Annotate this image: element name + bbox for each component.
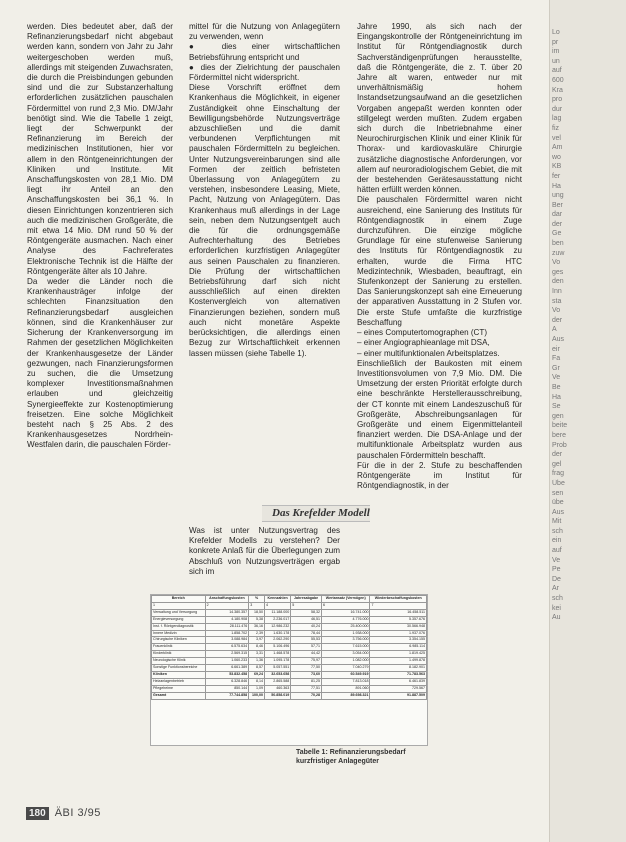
data-table-container [150,594,428,746]
table-cell: 5.106.496 [265,644,291,651]
table-cell: 3,31 [249,651,265,658]
table-row-label: Heizanlagenbetrieb [152,678,206,685]
table-cell: 1.858.702 [205,630,249,637]
table-cell: 1.938.000 [321,630,370,637]
section-heading-text: Das Krefelder Modell [272,507,370,519]
paragraph: Diese Vorschrift eröffnet dem Krankenhaus die Möglichkeit, in eigener Zuständigkeit ohne Einschaltung der Bewilligungsbehörde Nutzungsverträge abzuschließen und die damit verbundenen Verpflichtungen mit pauschalen Fördermitteln zu begleichen. Unter Nutzungsvereinbarungen sind alle Formen der zeitlich befristeten Überlassung von Anlagegütern zu verstehen, insbesondere Leasing, Miete, Pacht, Nutzung von Anlagegütern. Das Krankenhaus muß allerdings in der Lage sein, neben dem Nutzungsentgelt auch die für die ordnungsgemäße Aufrechterhaltung des Betriebes erforderlichen kurzfristigen Anlagegüter aus seinen Pauschalen zu finanzieren. Die Prüfung der wirtschaftlichen Betriebsführung darf sich nicht ausschließlich auf einen direkten Kostenvergleich von alternativen Finanzierungen beziehen, sondern muß auch nicht monetäre Aspekte berücksichtigen, die allerdings einen Bezug zur Wirtschaftlichkeit erkennen lassen müssen (siehe Tabelle 1). [189,83,340,358]
table-index-row [152,602,427,609]
table-index-cell: 6 [321,602,370,609]
table-row-label: Sonstige Funktionsbereiche [152,665,206,672]
table-cell: 8,57 [249,665,265,672]
margin-fragment: KB [552,163,562,171]
table-cell: 60.549.919 [321,671,370,678]
table-row [152,630,427,637]
table-cell: 6.328.846 [205,678,249,685]
margin-fragment: gel [552,460,562,468]
margin-fragment: Be [552,383,561,391]
table-cell: 16.741.000 [321,609,370,616]
table-row [152,678,427,685]
table-header-cell: Wertansatz (Vermögen) [321,596,370,603]
table-index-cell: 5 [291,602,322,609]
margin-fragment: der [552,316,563,324]
list-item: – einer Angiographieanlage mit DSA, [357,338,490,348]
paragraph: Für die in der 2. Stufe zu beschaffenden Röntgengeräte im Institut für Röntgendiagnostik, in der [357,460,522,491]
table-cell: 50.858.019 [265,692,291,699]
table-cell: 4.180.908 [205,616,249,623]
table-row-label: Energieversorgung [152,616,206,623]
margin-fragment: Ve [552,556,561,564]
margin-fragment: Fa [552,355,561,363]
margin-fragment: beite [552,422,568,430]
margin-fragment: sen [552,489,564,497]
paragraph: Da weder die Länder noch die Krankenhausträger infolge der schlechten Finanzsituation den Refinanzierungsbedarf ausgleichen können, sind die Krankenhäuser zur Sicherung der Krankenversorgung im Rahmen der gesetzlichen Möglichkeiten der Krankenhausgesetze der Länder gezwungen, nach Finanzierungsformen zu suchen, die die Umsetzung komplexer Investitionsmaßnahmen erlauben und gleichzeitig Synergieeffekte zur Kostenoptimierung freisetzen. Eine solche Möglichkeit besteht nach § 25 Abs. 2 des Krankenhausgesetzes Nordrhein-Westfalen darin, die pauschalen Förder- [27,277,173,450]
table-cell: 2.062.290 [265,637,291,644]
refinancing-table [151,595,427,700]
margin-fragment: sch [552,527,563,535]
margin-fragment: der [552,451,563,459]
margin-fragment: Aus [552,336,565,343]
table-cell: 100,00 [249,692,265,699]
table-cell: 6.575.634 [205,644,249,651]
table-header-cell: % [249,596,265,603]
table-cell: 77.744.858 [205,692,249,699]
table-cell: 1,36 [249,658,265,665]
margin-fragment: Ar [552,585,559,593]
adjacent-page-text [552,28,582,623]
paragraph: Was ist unter Nutzungsvertrag des Krefelder Modells zu verstehen? Der konkrete Anlaß für die Überlegungen zum Abschluß von Nutzungsverträgen ergab sich im [189,526,340,576]
table-cell: 2,39 [249,630,265,637]
margin-fragment: Am [552,144,563,152]
margin-fragment: Ge [552,230,562,238]
table-cell: 32.653.658 [265,671,291,678]
margin-fragment: auf [552,67,562,75]
table-cell: 75,97 [291,658,322,665]
margin-fragment: fer [552,172,561,180]
table-cell: 4.776.000 [321,616,370,623]
margin-fragment: ein [552,537,562,545]
margin-fragment: Ha [552,182,561,190]
table-cell: 91.887.509 [370,692,427,699]
table-cell: 7.615.000 [321,644,370,651]
table-row [152,651,427,658]
table-row-label: Frauenklinik [152,644,206,651]
table-cell: 2.569.315 [205,651,249,658]
table-row [152,623,427,630]
table-cell: 12.986.232 [265,623,291,630]
table-header-cell: Bereich [152,596,206,603]
table-caption: Tabelle 1: Refinanzierungsbedarf kurzfristiger Anlagegüter [296,749,406,765]
table-cell: 25.400.000 [321,623,370,630]
table-cell: 8.182.901 [370,665,427,672]
table-cell: 3.354.155 [370,637,427,644]
table-row [152,665,427,672]
table-cell: 1.819.425 [370,651,427,658]
table-row-label: Neurologische Klinik [152,658,206,665]
margin-fragment: Mit [552,518,562,526]
table-cell: 73,60 [291,671,322,678]
table-cell: 3.054.000 [321,651,370,658]
table-cell: 1.082.000 [321,658,370,665]
table-cell: 3.088.984 [205,637,249,644]
margin-fragment: Inn [552,288,562,296]
table-cell: 71.783.563 [370,671,427,678]
table-cell: 6.985.114 [370,644,427,651]
table-row-label: Chirurgische Kliniken [152,637,206,644]
table-cell: 2.865.588 [265,678,291,685]
journal-name: ÄBI 3/95 [54,807,101,819]
table-cell: 36,16 [249,623,265,630]
table-cell: 77,50 [291,665,322,672]
table-cell: 81,25 [291,678,322,685]
margin-fragment: dar [552,211,563,219]
table-row [152,692,427,699]
table-cell: 729.567 [370,685,427,692]
table-cell: 53.832.458 [205,671,249,678]
margin-fragment: De [552,575,561,583]
table-header-cell: Jahresabgabe [291,596,322,603]
margin-fragment: Se [552,403,561,411]
margin-fragment: pr [552,38,559,46]
table-row-label: Kliniken [152,671,206,678]
margin-fragment: eir [552,345,560,353]
margin-fragment: auf [552,547,562,555]
table-index-cell: 7 [370,602,427,609]
table-cell: 1.095.178 [265,658,291,665]
table-row [152,616,427,623]
margin-fragment: Prob [552,441,567,449]
table-cell: 30.566.948 [370,623,427,630]
paragraph: Einschließlich der Baukosten mit einem Investitionsvolumen von 7,9 Mio. DM. Die Umsetzung der ersten Priorität erfolgte durch eine beschränkte Herstellerausschreibung, der CT konnte mit einem Landeszuschuß für Großgeräte, Abschreibungsanlagen für Großgeräte und einem Eigenmittelanteil finanziert werden. Die DSA-Anlage und der multifunktionale Arbeitsplatz wurden aus pauschalen Fördermitteln beschafft. [357,358,522,460]
table-header-cell: Anschaffungskosten [205,596,249,603]
table-header-cell: Wiederbeschaffungskosten [370,596,427,603]
margin-fragment: Ve [552,374,561,382]
table-cell: 1.060.233 [205,658,249,665]
table-row [152,637,427,644]
paragraph: mittel für die Nutzung von Anlagegütern zu verwenden, wenn [189,22,340,42]
table-cell: 6.661.389 [205,665,249,672]
table-cell: 891.060 [321,685,370,692]
table-cell: 6.461.839 [370,678,427,685]
table-index-cell: 2 [205,602,249,609]
table-cell: 89.698.321 [321,692,370,699]
margin-fragment: Kra [552,86,563,94]
table-row [152,644,427,651]
table-row [152,658,427,665]
margin-fragment: der [552,220,563,228]
margin-fragment: gen [552,412,564,420]
list-item: – einer multifunktionalen Arbeitsplatzes. [357,348,500,358]
page-footer [26,806,101,820]
margin-fragment: ges [552,268,564,276]
table-cell: 16.458.511 [370,609,427,616]
margin-fragment: Ha [552,393,561,401]
table-cell: 77,51 [291,685,322,692]
margin-fragment: Lo [552,29,560,36]
table-row-label: Innere Medizin [152,630,206,637]
table-row-label: Verwaltung und Versorgung [152,609,206,616]
table-header-cell: Kennzahlen [265,596,291,603]
margin-fragment: un [552,57,560,65]
margin-fragment: Übe [552,479,565,487]
table-cell: 18,50 [249,609,265,616]
table-cell: 5,38 [249,616,265,623]
margin-fragment: frag [552,470,565,478]
margin-fragment: kei [552,604,561,612]
margin-fragment: Vo [552,259,561,267]
margin-fragment: sch [552,595,563,603]
margin-fragment: fiz [552,124,559,132]
bullet-item: ● dies einer wirtschaftlichen Betriebsführung entspricht und [189,42,340,62]
margin-fragment: Ber [552,201,563,209]
table-cell: 1.630.178 [265,630,291,637]
table-index-cell: 4 [265,602,291,609]
table-row [152,609,427,616]
table-cell: 5.057.551 [265,665,291,672]
margin-fragment: Vo [552,307,561,315]
margin-fragment: ben [552,240,564,248]
table-body [152,609,427,699]
table-row [152,671,427,678]
margin-fragment: Pe [552,566,561,574]
table-cell: 46,51 [291,616,322,623]
margin-fragment: bere [552,431,567,439]
table-cell: 58,32 [291,609,322,616]
table-cell: 460.363 [265,685,291,692]
table-cell: 57,71 [291,644,322,651]
table-cell: 3.756.000 [321,637,370,644]
margin-fragment: sta [552,297,562,305]
paragraph: Jahre 1990, als sich nach der Eingangskontrolle der Röntgeneinrichtung im Institut für Röntgendiagnostik durch Sachverständigenprüfungen herausstellte, daß die Röntgengeräte, die z. T. über 20 Jahre alt waren, entweder nur mit unverhältnismäßig hohem Instandsetzungsaufwand an die gesetzlichen Vorgaben angepaßt werden konnten oder stillgelegt werden mußten. Zudem ergaben sich durch die Inbetriebnahme einer Neurochirurgischen Klinik und einer Klinik für Thorax- und kardiovaskuläre Chirurgie zusätzliche diagnostische Anforderungen, vor allem auf neuroradiologischem Gebiet, die mit der bestehenden Gerätesausstattung nicht hätten erfüllt werden können. [357,22,522,195]
margin-fragment: übe [552,499,564,507]
table-cell: 7.040.279 [321,665,370,672]
margin-fragment: lag [552,115,562,123]
table-cell: 44,42 [291,651,322,658]
table-cell: 14.380.357 [205,609,249,616]
table-index-cell: 1 [152,602,206,609]
table-cell: 5.357.676 [370,616,427,623]
list-item: – eines Computertomographen (CT) [357,328,488,338]
paragraph: Die pauschalen Fördermittel waren nicht ausreichend, eine Sanierung des Instituts für Röntgendiagnostik in einem Zuge durchzuführen. Die einzige mögliche Grundlage für eine stufenweise Sanierung des Instituts für Röntgendiagnostik zu erhalten, wurde die Firma HTC Medizintechnik, Wiesbaden, beauftragt, ein Stufenkonzept der Sanierung zu erstellen. Das Sanierungskonzept sah eine Erneuerung der apparativen Ausstattung in 2 Stufen vor. Die erste Stufe umfaßte die kurzfristige Beschaffung [357,195,522,327]
table-index-cell: 3 [249,602,265,609]
page-number: 180 [26,807,49,820]
margin-fragment: ung [552,192,564,200]
table-row-label: Gesamt [152,692,206,699]
table-cell: 11.188.000 [265,609,291,616]
table-cell: 3,97 [249,637,265,644]
table-cell: 1.499.878 [370,658,427,665]
text-column-1 [27,22,173,584]
table-row-label: Inst. f. Röntgendiagnostik [152,623,206,630]
table-row-label: Pflegeheime [152,685,206,692]
table-cell: 40,24 [291,623,322,630]
margin-fragment: Au [552,614,561,622]
margin-fragment: dur [552,105,563,113]
bullet-item: ● dies der Zielrichtung der pauschalen Fördermittel nicht widerspricht. [189,62,340,83]
table-cell: 1.937.076 [370,630,427,637]
margin-fragment: zuw [552,249,565,257]
table-cell: 1.468.578 [265,651,291,658]
margin-fragment: wo [552,153,561,161]
table-cell: 8,46 [249,644,265,651]
margin-fragment: vel [552,134,561,142]
table-cell: 7.813.018 [321,678,370,685]
table-row-label: Kinderklinik [152,651,206,658]
table-cell: 70,28 [291,692,322,699]
table-cell: 850.144 [205,685,249,692]
margin-fragment: Gr [552,364,560,372]
table-header-row [152,596,427,603]
table-cell: 28.111.476 [205,623,249,630]
section-heading [262,505,370,522]
table-cell: 2.236.017 [265,616,291,623]
table-cell: 78,44 [291,630,322,637]
table-cell: 55,53 [291,637,322,644]
table-cell: 1,09 [249,685,265,692]
table-cell: 8,14 [249,678,265,685]
table-row [152,685,427,692]
text-column-2-continued [189,526,340,592]
adjacent-page-edge [549,0,626,842]
table-cell: 69,24 [249,671,265,678]
paragraph: werden. Dies bedeutet aber, daß der Refinanzierungsbedarf nicht abgebaut werden kann, sondern von Jahr zu Jahr weitergeschoben werden muß, allerdings mit steigenden Zuwachsraten, die durch die Preisbindungen gebunden sind und die zur Substanzerhaltung erforderlichen zusätzlichen pauschalen Fördermittel von rund 2,3 Mio. DM/Jahr benötigt sind. Wie die Tabelle 1 zeigt, liegt der Schwerpunkt der Refinanzierung im Bereich der medizinischen Institutionen, hier vor allem in den Röntgeneinrichtungen der Kliniken und Institute. Mit Anschaffungskosten von 28,1 Mio. DM liegt ihr Anteil an den Anschaffungskosten bei 36,1 %. In diesen Einrichtungen konzentrieren sich auch die medizinischen Großgeräte, die mit etwa 14 Mio. DM rund 50 % der Röntgengeräte ausmachen. Nach einer Analyse des Fachreferates Elektronische Technik ist die Hälfte der Röntgengeräte älter als 10 Jahre. [27,22,173,276]
margin-fragment: A [552,326,557,334]
text-column-2 [189,22,340,504]
margin-fragment: pro [552,96,563,104]
margin-fragment: im [552,48,560,56]
margin-fragment: 600 [552,76,564,84]
margin-fragment: den [552,278,564,286]
margin-fragment: Aus [552,508,565,516]
